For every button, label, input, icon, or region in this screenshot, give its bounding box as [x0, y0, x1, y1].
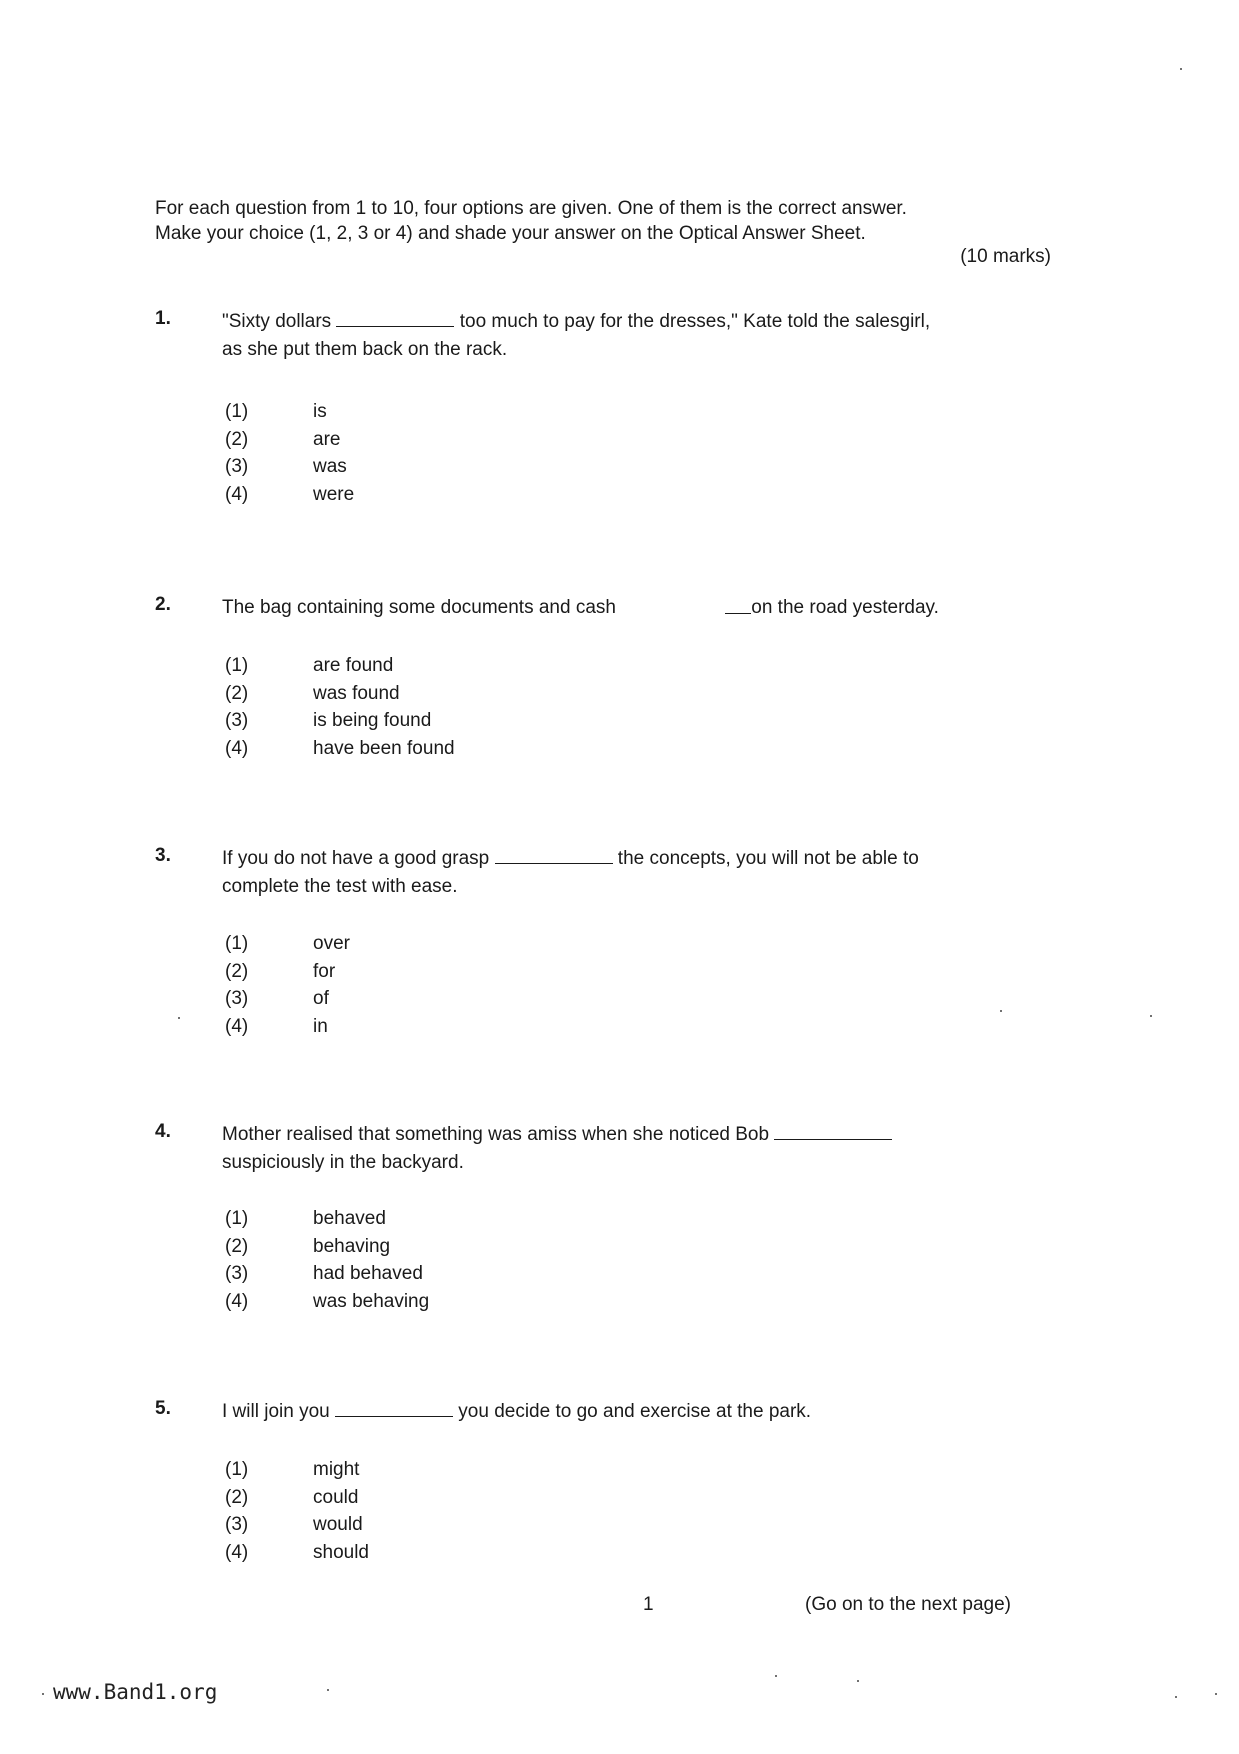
option-text: behaved: [313, 1208, 386, 1229]
continue-note: (Go on to the next page): [805, 1594, 1011, 1615]
option-text: have been found: [313, 738, 455, 760]
instructions: [155, 196, 1051, 246]
question-text-after: you decide to go and exercise at the park.: [453, 1401, 812, 1422]
option-text: was: [313, 456, 347, 478]
option-text: was found: [313, 682, 400, 704]
question-text: [222, 594, 1062, 622]
option-text: are found: [313, 655, 394, 676]
question-number: 5.: [155, 1398, 171, 1419]
question-text-after: too much to pay for the dresses," Kate told the salesgirl,: [454, 311, 931, 332]
scan-speck: [1150, 1015, 1152, 1017]
scan-speck: [857, 1680, 859, 1682]
scan-speck: [1180, 68, 1182, 70]
option-text: is: [313, 401, 327, 422]
answer-blank: [335, 1401, 453, 1417]
option-number: (3): [225, 1514, 249, 1536]
question-text-line-2: complete the test with ease.: [222, 876, 458, 897]
question-text-after: on the road yesterday.: [751, 597, 939, 618]
question-number: 4.: [155, 1121, 171, 1142]
question-text-line-2: suspiciously in the backyard.: [222, 1152, 464, 1173]
option-number: (3): [225, 988, 249, 1010]
option-text: could: [313, 1486, 359, 1508]
question-text-before: "Sixty dollars: [222, 311, 337, 332]
option-number: (3): [225, 1263, 249, 1285]
option-text: are: [313, 428, 341, 450]
watermark: www.Band1.org: [53, 1680, 218, 1704]
page-number: 1: [643, 1594, 654, 1615]
scan-speck: [775, 1675, 777, 1677]
option-text: for: [313, 960, 336, 982]
instructions-line-2: Make your choice (1, 2, 3 or 4) and shade your answer on the Optical Answer Sheet.: [155, 223, 866, 244]
scan-speck: [327, 1689, 329, 1691]
instructions-line-1: For each question from 1 to 10, four options are given. One of them is the correct answer.: [155, 198, 907, 219]
option-number: (1): [225, 1208, 249, 1229]
scan-speck: [178, 1017, 180, 1019]
option-text: is being found: [313, 710, 432, 732]
option-text: should: [313, 1542, 369, 1564]
option-number: (2): [225, 960, 249, 982]
option-number: (4): [225, 1291, 249, 1313]
question-number: 3.: [155, 845, 171, 866]
option-number: (4): [225, 1016, 249, 1038]
question-number: 2.: [155, 594, 171, 615]
option-number: (3): [225, 710, 249, 732]
option-text: was behaving: [313, 1291, 430, 1313]
option-text: behaving: [313, 1235, 391, 1257]
question-text: [222, 1398, 1062, 1426]
question-text: [222, 308, 1062, 364]
option-text: of: [313, 988, 329, 1010]
option-number: (2): [225, 1486, 249, 1508]
option-number: (2): [225, 428, 249, 450]
option-text: over: [313, 933, 350, 954]
option-number: (1): [225, 655, 249, 676]
option-text: would: [313, 1514, 363, 1536]
question-number: 1.: [155, 308, 171, 329]
option-number: (1): [225, 1459, 249, 1480]
option-number: (2): [225, 1235, 249, 1257]
question-text-before: Mother realised that something was amiss when she noticed Bob: [222, 1124, 775, 1145]
question-text: [222, 1121, 1062, 1177]
option-text: might: [313, 1459, 360, 1480]
scan-speck: [1175, 1696, 1177, 1698]
option-number: (1): [225, 933, 249, 954]
option-text: in: [313, 1016, 328, 1038]
question-text-before: If you do not have a good grasp: [222, 848, 495, 869]
option-number: (4): [225, 738, 249, 760]
option-number: (4): [225, 484, 249, 506]
option-number: (1): [225, 401, 249, 422]
option-text: were: [313, 484, 355, 506]
question-text-before: The bag containing some documents and cash: [222, 597, 622, 618]
option-number: (4): [225, 1542, 249, 1564]
option-number: (3): [225, 456, 249, 478]
scan-speck: [1000, 1010, 1002, 1012]
scan-speck: [42, 1693, 44, 1695]
answer-blank: [336, 311, 454, 327]
option-number: (2): [225, 682, 249, 704]
answer-blank: [774, 1124, 892, 1140]
option-text: had behaved: [313, 1263, 423, 1285]
answer-blank: [495, 848, 613, 864]
question-text-before: I will join you: [222, 1401, 335, 1422]
question-text-line-2: as she put them back on the rack.: [222, 339, 508, 360]
question-text-after: the concepts, you will not be able to: [612, 848, 919, 869]
scan-speck: [1215, 1693, 1217, 1695]
question-text: [222, 845, 1062, 901]
answer-blank: [621, 598, 751, 613]
marks-label: (10 marks): [960, 246, 1051, 267]
